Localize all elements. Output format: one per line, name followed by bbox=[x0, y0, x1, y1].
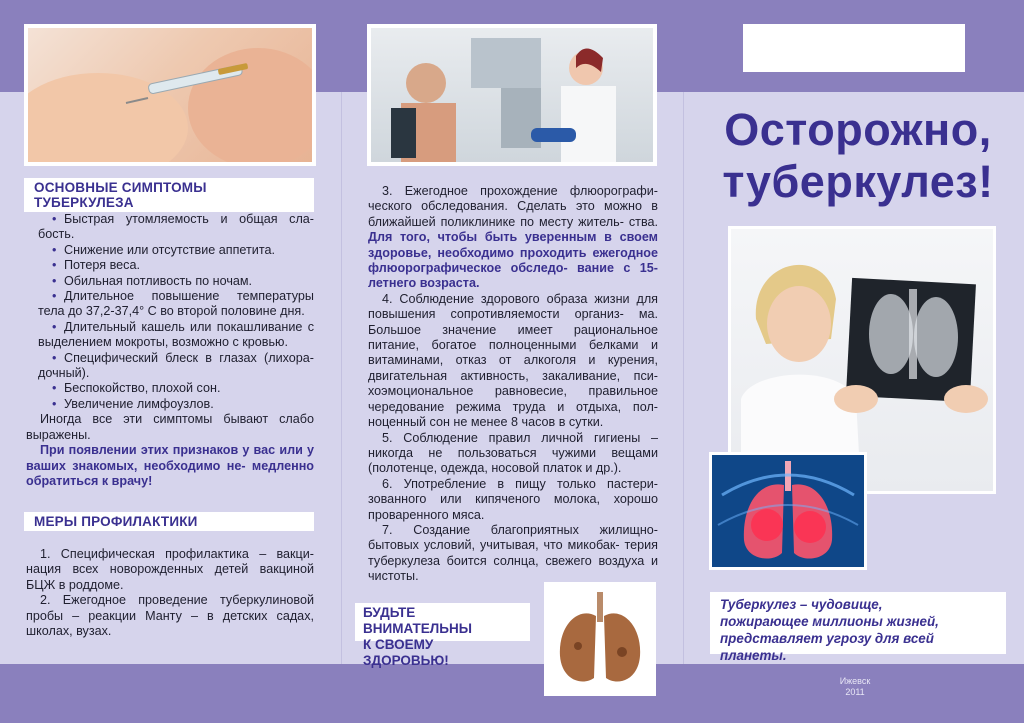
lungs-anatomy-photo bbox=[709, 452, 867, 570]
list-item: 4. Соблюдение здорового образа жизни для повышения сопротивляемости организ- ма. Большое значение имеет рациональное питание, богатое полноценными белками и витаминами, отказ от алкоголя и курения, двигательная активность, закаливание, пси- хоэмоциональное равновесие, правильное чередование режима труда и отдыха, пол- ноценный сон не менее 8 часов в сутки. bbox=[368, 291, 658, 430]
panel-divider bbox=[341, 92, 342, 664]
item-emphasis: Для того, чтобы быть уверенным в своем здоровье, необходимо проходить ежегодное флюорографическое обследо- вание с 15-летнего возраста. bbox=[368, 230, 658, 291]
list-item: 1. Специфическая профилактика – вакци- нация всех новорожденных детей вакциной БЦЖ в роддоме. bbox=[26, 547, 314, 592]
list-item: • Длительное повышение температуры тела до 37,2-37,4° С во второй половине дня. bbox=[38, 289, 314, 319]
blank-label-box bbox=[743, 24, 965, 72]
list-item: • Снижение или отсутствие аппетита. bbox=[52, 242, 275, 257]
symptom-text: Быстрая утомляемость и общая сла- бость. bbox=[38, 212, 314, 242]
list-item: • Обильная потливость по ночам. bbox=[52, 273, 253, 288]
slogan-line: пожирающее миллионы жизней, bbox=[720, 614, 939, 629]
slogan-line: представляет угрозу для всей планеты. bbox=[720, 631, 934, 663]
lungs-photo bbox=[544, 582, 656, 696]
symptom-text: Снижение или отсутствие аппетита. bbox=[64, 242, 275, 257]
prevention-list bbox=[26, 547, 314, 639]
imprint-city: Ижевск bbox=[839, 676, 871, 686]
slogan-box bbox=[710, 592, 1006, 663]
list-item: 5. Соблюдение правил личной гигиены – никогда не пользоваться чужими вещами (полотенце, одежда, носовой платок и др.). bbox=[368, 430, 658, 476]
symptoms-alert: При появлении этих признаков у вас или у ваших знакомых, необходимо не- медленно обратиться к врачу! bbox=[26, 443, 314, 488]
panel-divider bbox=[683, 92, 684, 664]
symptoms-list bbox=[26, 212, 314, 489]
vaccination-illustration bbox=[28, 28, 312, 162]
list-item: • Увеличение лимфоузлов. bbox=[52, 396, 214, 411]
list-item bbox=[368, 184, 658, 292]
prevention-list-continued bbox=[368, 184, 658, 585]
lungs-illustration bbox=[548, 586, 652, 692]
symptom-text: Специфический блеск в глазах (лихора- дочный). bbox=[38, 350, 314, 381]
xray-room-photo bbox=[367, 24, 657, 166]
list-item: • Беспокойство, плохой сон. bbox=[52, 381, 221, 396]
list-item: • Длительный кашель или покашливание с выделением мокроты, возможно с кровью. bbox=[38, 319, 314, 350]
symptom-text: Длительное повышение температуры тела до 37,2-37,4° С во второй половине дня. bbox=[38, 289, 314, 319]
list-item: • Потеря веса. bbox=[52, 258, 140, 273]
attention-line: БУДЬТЕ ВНИМАТЕЛЬНЫ bbox=[363, 605, 472, 636]
prevention-heading: МЕРЫ ПРОФИЛАКТИКИ bbox=[24, 512, 314, 531]
item-text: 3. Ежегодное прохождение флюорографи- ческого обследования. Сделать это можно в ближайшей поликлинике по месту житель- ства. bbox=[368, 184, 658, 229]
symptoms-note: Иногда все эти симптомы бывают слабо выражены. bbox=[26, 412, 314, 442]
imprint-year: 2011 bbox=[845, 687, 865, 697]
list-item: 7. Создание благоприятных жилищно- бытовых условий, учитывая, что микобак- терия туберкулеза боится солнца, свежего воздуха и чистоты. bbox=[368, 522, 658, 584]
list-item: • Специфический блеск в глазах (лихора- дочный). bbox=[38, 350, 314, 381]
attention-banner bbox=[355, 603, 530, 668]
title-line: туберкулез! bbox=[722, 156, 994, 207]
symptom-text: Длительный кашель или покашливание с выделением мокроты, возможно с кровью. bbox=[38, 319, 314, 350]
list-item: 2. Ежегодное проведение туберкулиновой пробы – реакции Манту – в детских садах, школах, вузах. bbox=[26, 593, 314, 639]
list-item: • Быстрая утомляемость и общая сла- бость. bbox=[38, 212, 314, 242]
list-item: 6. Употребление в пищу только пастери- зованного или кипяченого молока, хорошо проваренного мяса. bbox=[368, 476, 658, 522]
vaccination-photo bbox=[24, 24, 316, 166]
title-line: Осторожно, bbox=[724, 104, 992, 155]
symptom-text: Обильная потливость по ночам. bbox=[64, 273, 253, 288]
page-title bbox=[708, 104, 1008, 208]
slogan-line: Туберкулез – чудовище, bbox=[720, 597, 883, 612]
symptom-text: Беспокойство, плохой сон. bbox=[64, 381, 221, 396]
imprint bbox=[820, 676, 890, 698]
symptoms-heading: ОСНОВНЫЕ СИМПТОМЫ ТУБЕРКУЛЕЗА bbox=[24, 178, 314, 212]
symptom-text: Увеличение лимфоузлов. bbox=[64, 396, 214, 411]
lungs-anatomy-illustration bbox=[712, 455, 864, 567]
symptom-text: Потеря веса. bbox=[64, 258, 140, 273]
attention-line: К СВОЕМУ ЗДОРОВЬЮ! bbox=[363, 637, 449, 668]
xray-room-illustration bbox=[371, 28, 653, 162]
